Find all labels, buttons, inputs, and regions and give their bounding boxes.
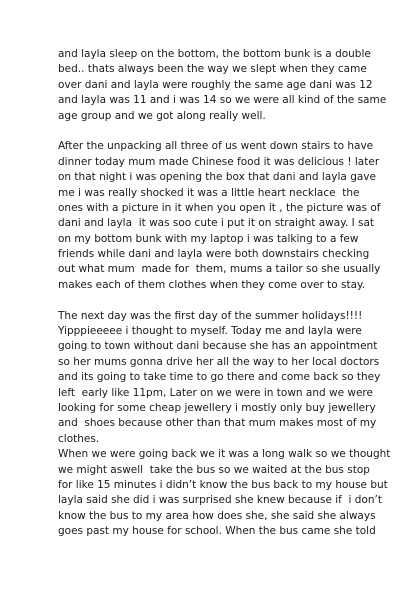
text-line: clothes.	[58, 432, 100, 445]
text-line: layla said she did i was surprised she knew because if i don’t	[58, 494, 382, 507]
paragraph-1	[58, 47, 387, 124]
text-line: The next day was the first day of the summer holidays!!!!	[58, 309, 363, 322]
text-line: over dani and layla were roughly the same age dani was 12	[58, 78, 373, 91]
text-line: ones with a picture in it when you open it , the picture was of	[58, 201, 381, 214]
text-line: me i was really shocked it was a little heart necklace the	[58, 186, 360, 199]
text-line: bed.. thats always been the way we slept when they came	[58, 63, 367, 76]
text-line: and layla was 11 and i was 14 so we were all kind of the same	[58, 94, 387, 107]
text-line: dani and layla it was soo cute i put it on straight away. I sat	[58, 217, 375, 230]
text-line: we might aswell take the bus so we waited at the bus stop	[58, 463, 370, 476]
text-line: age group and we got along really well.	[58, 109, 266, 122]
text-line: on my bottom bunk with my laptop i was talking to a few	[58, 232, 359, 245]
text-line: out what mum made for them, mums a tailor so she usually	[58, 263, 381, 276]
text-line: When we were going back we it was a long walk so we thought	[58, 448, 391, 461]
text-line: friends while dani and layla were both downstairs checking	[58, 248, 370, 261]
text-line: and its going to take time to go there and come back so they	[58, 371, 381, 384]
text-line: and layla sleep on the bottom, the bottom bunk is a double	[58, 48, 371, 60]
text-line: makes each of them clothes when they come over to stay.	[58, 278, 366, 291]
text-line: looking for some cheap jewellery i mostly only buy jewellery	[58, 401, 376, 414]
text-line: Yipppieeeee i thought to myself. Today me and layla were	[58, 325, 362, 338]
text-line: After the unpacking all three of us went down stairs to have	[58, 140, 374, 153]
text-line: dinner today mum made Chinese food it was delicious ! later	[58, 155, 380, 168]
text-line: so her mums gonna drive her all the way to her local doctors	[58, 355, 380, 368]
text-line: left early like 11pm, Later on we were in town and we were	[58, 386, 373, 399]
paragraph-spacer	[58, 124, 378, 139]
paragraph-2	[58, 139, 381, 293]
paragraph-spacer	[58, 293, 378, 308]
document-text	[58, 47, 391, 540]
text-line: know the bus to my area how does she, she said she always	[58, 509, 376, 522]
text-line: on that night i was opening the box that dani and layla gave	[58, 171, 376, 184]
text-line: and shoes because other than that mum makes most of my	[58, 417, 377, 430]
text-line: goes past my house for school. When the bus came she told	[58, 525, 376, 538]
text-line: for like 15 minutes i didn’t know the bus back to my house but	[58, 478, 388, 491]
text-line: going to town without dani because she has an appointment	[58, 340, 378, 353]
paragraph-3	[58, 309, 391, 540]
